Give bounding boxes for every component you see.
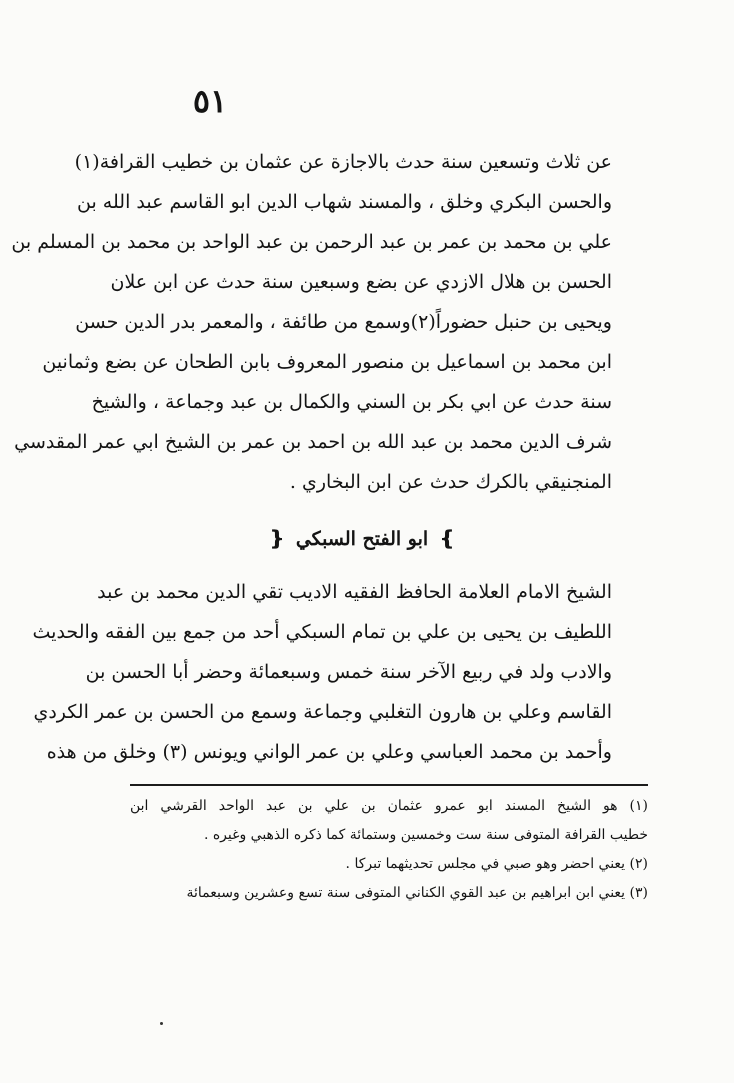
footnote-line: (٢) يعني احضر وهو صبي في مجلس تحديثهما تبركا .: [345, 856, 648, 872]
text-line: ابن محمد بن اسماعيل بن منصور المعروف بابن الطحان عن بضع وثمانين: [42, 351, 612, 373]
text-line: القاسم وعلي بن هارون التغلبي وجماعة وسمع من الحسن بن عمر الكردي: [33, 701, 612, 723]
text-line: عن ثلاث وتسعين سنة حدث بالاجازة عن عثمان بن خطيب القرافة(١): [74, 151, 612, 173]
text-line: والحسن البكري وخلق ، والمسند شهاب الدين ابو القاسم عبد الله بن: [77, 191, 612, 213]
footnote-line: (٣) يعني ابن ابراهيم بن عبد القوي الكناني المتوفى سنة تسع وعشرين وسبعمائة: [186, 885, 648, 901]
section-heading-text: ابو الفتح السبكي: [295, 528, 429, 550]
section-heading: [112, 518, 612, 558]
text-line: اللطيف بن يحيى بن علي بن تمام السبكي أحد من جمع بين الفقه والحديث: [32, 621, 612, 643]
text-line: سنة حدث عن ابي بكر بن السني والكمال بن عبد وجماعة ، والشيخ: [91, 391, 612, 413]
paragraph-2: [32, 572, 612, 772]
ornament-right: ❵: [438, 526, 456, 550]
text-line: ويحيى بن حنبل حضوراً(٢)وسمع من طائفة ، والمعمر بدر الدين حسن: [75, 311, 612, 333]
page-number: ٥١: [192, 82, 228, 120]
paragraph-1: [11, 142, 612, 502]
paper-speck: [160, 1022, 163, 1025]
text-line: علي بن محمد بن عمر بن عبد الرحمن بن عبد الواحد بن محمد بن المسلم بن: [11, 231, 612, 253]
text-line: الحسن بن هلال الازدي عن بضع وسبعين سنة حدث عن ابن علان: [110, 271, 612, 293]
text-line: شرف الدين محمد بن عبد الله بن احمد بن عمر بن الشيخ ابي عمر المقدسي: [14, 431, 612, 453]
text-line: الشيخ الامام العلامة الحافظ الفقيه الاديب تقي الدين محمد بن عبد: [97, 581, 612, 603]
footnote-line: (١) هو الشيخ المسند ابو عمرو عثمان بن علي بن عبد الواحد القرشي ابن: [130, 798, 648, 814]
ornament-left: ❴: [268, 526, 286, 550]
footnote-divider: [130, 784, 648, 786]
footnote-line: خطيب القرافة المتوفى سنة ست وخمسين وستمائة كما ذكره الذهبي وغيره .: [203, 827, 648, 843]
text-line: وأحمد بن محمد العباسي وعلي بن عمر الواني ويونس (٣) وخلق من هذه: [46, 741, 612, 763]
text-line: المنجنيقي بالكرك حدث عن ابن البخاري .: [289, 471, 612, 493]
footnotes: [130, 792, 648, 908]
text-line: والادب ولد في ربيع الآخر سنة خمس وسبعمائة وحضر أبا الحسن بن: [85, 661, 612, 683]
